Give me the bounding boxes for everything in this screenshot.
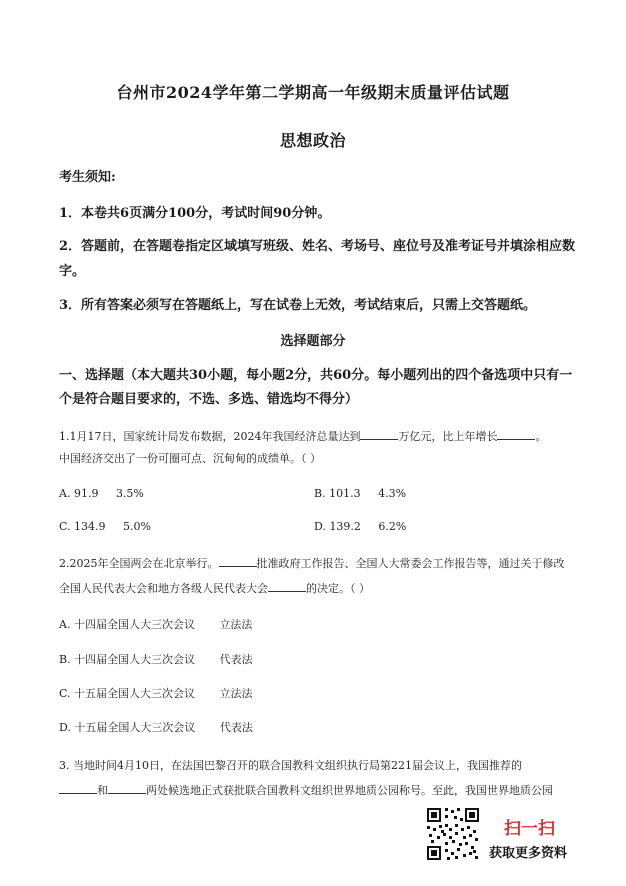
option-value-2: 代表法 [219,653,253,666]
get-more-resources-label: 获取更多资料 [489,846,568,861]
question-2-text-part-4: 的决定。（ ） [306,582,370,595]
q1-option-d[interactable] [314,520,406,533]
answer-blank [497,429,535,440]
option-value-1: 139.2 [329,520,361,533]
q2-option-a[interactable] [59,616,252,632]
answer-blank [219,556,257,567]
notice-item-1: 1．本卷共6页满分100分，考试时间90分钟。 [59,206,331,221]
question-3-line-2 [59,782,553,798]
answer-blank [360,429,398,440]
question-3-line-1: 3. 当地时间4月10日，在法国巴黎召开的联合国教科文组织执行局第221届会议上，我国推荐的 [59,759,522,772]
subject-title: 思想政治 [279,131,346,150]
answer-blank [108,783,146,794]
question-1-text-part-2: 万亿元，比上年增长 [398,430,498,443]
option-value-2: 6.2% [378,520,407,533]
question-1-line-2: 中国经济交出了一份可圈可点、沉甸甸的成绩单。（ ） [59,452,321,465]
option-label: C. [59,687,71,700]
question-2-text-part-2: 批准政府工作报告、全国人大常委会工作报告等，通过关于修改 [256,557,565,570]
option-value-2: 5.0% [123,520,151,533]
notice-item-3: 3．所有答案必须写在答题纸上，写在试卷上无效，考试结束后，只需上交答题纸。 [59,298,537,313]
section-heading-line-2: 个是符合题目要求的，不选、多选、错选均不得分） [59,392,359,407]
q1-option-b[interactable] [314,487,406,500]
question-2-text-part-3: 全国人民代表大会和地方各级人民代表大会 [59,582,268,595]
notice-item-2-line-2: 字。 [59,264,86,279]
option-value-2: 立法法 [219,687,253,700]
option-value-2: 3.5% [115,487,144,500]
q1-option-a[interactable] [59,487,144,500]
q2-option-b[interactable] [59,651,253,667]
section-title: 选择题部分 [280,334,346,349]
qr-code[interactable] [425,806,481,862]
option-label: D. [59,721,71,734]
option-value-1: 十四届全国人大三次会议 [74,653,196,666]
notice-heading: 考生须知: [59,170,116,185]
question-2-text-part-1: 2.2025年全国两会在北京举行。 [59,557,219,570]
notice-item-2-line-1: 2．答题前，在答题卷指定区域填写班级、姓名、考场号、座位号及准考证号并填涂相应数 [59,239,576,254]
option-label: A. [59,618,71,631]
exam-title: 台州市2024学年第二学期高一年级期末质量评估试题 [116,83,510,102]
option-value-1: 十四届全国人大三次会议 [73,618,195,631]
option-value-2: 代表法 [219,721,253,734]
scan-label: 扫一扫 [504,819,555,839]
option-value-2: 4.3% [378,487,407,500]
question-2-line-2 [59,580,370,596]
option-value-2: 立法法 [219,618,253,631]
answer-blank [59,783,97,794]
answer-blank [268,581,306,592]
option-label: B. [59,653,71,666]
q1-option-c[interactable] [59,520,151,533]
option-label: B. [314,487,326,500]
option-label: D. [314,520,326,533]
question-3-text-part-2: 两处候选地正式获批联合国教科文组织世界地质公园称号。至此，我国世界地质公园 [146,784,553,797]
question-1-line-1 [59,428,546,444]
q2-option-c[interactable] [59,685,253,701]
q2-option-d[interactable] [59,719,253,735]
option-value-1: 十五届全国人大三次会议 [74,687,196,700]
option-value-1: 91.9 [73,487,99,500]
question-1-text-part-3: 。 [535,430,547,443]
option-label: C. [59,520,71,533]
option-value-1: 十五届全国人大三次会议 [74,721,196,734]
question-2-line-1 [59,555,565,571]
section-heading-line-1: 一、选择题（本大题共30小题，每小题2分，共60分。每小题列出的四个备选项中只有一 [59,368,573,383]
question-1-text-part-1: 1.1月17日，国家统计局发布数据，2024年我国经济总量达到 [59,430,361,443]
option-value-1: 134.9 [74,520,106,533]
option-label: A. [59,487,71,500]
option-value-1: 101.3 [329,487,361,500]
question-3-text-part-1: 和 [97,784,108,797]
qr-code-icon [425,806,481,862]
